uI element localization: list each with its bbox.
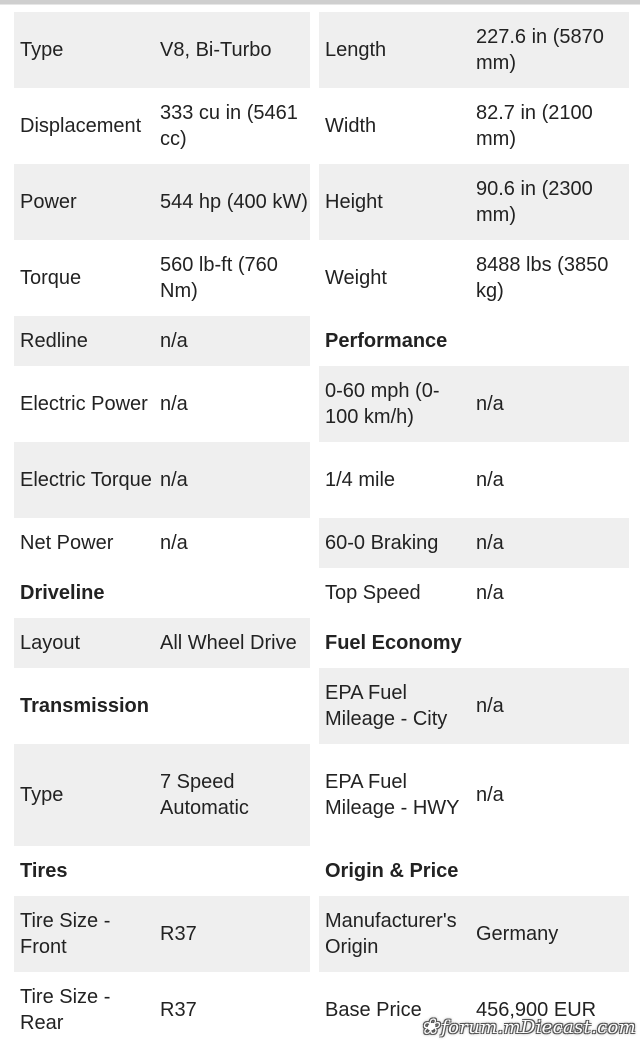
spec-label: Weight	[325, 267, 387, 289]
spec-value: n/a	[476, 532, 504, 554]
top-divider	[0, 0, 640, 4]
spec-label: Height	[325, 191, 383, 213]
spec-label: 0-60 mph (0-100 km/h)	[325, 380, 440, 428]
section-header-origin-price	[319, 846, 629, 896]
spec-value: 90.6 in (2300 mm)	[476, 178, 593, 226]
spec-row-epa-city	[319, 668, 629, 744]
section-header-transmission	[14, 668, 310, 744]
spec-value: 456,900 EUR	[476, 999, 597, 1021]
spec-value: 333 cu in (5461 cc)	[160, 102, 298, 150]
spec-value: 7 Speed Automatic	[160, 771, 249, 819]
spec-value: R37	[160, 999, 197, 1021]
spec-row-electric-power	[14, 366, 310, 442]
spec-label: EPA Fuel Mileage - City	[325, 682, 448, 730]
spec-value: 544 hp (400 kW)	[160, 191, 308, 213]
spec-value: n/a	[476, 695, 504, 717]
spec-value: V8, Bi-Turbo	[160, 39, 272, 61]
spec-label: Displacement	[20, 115, 142, 137]
spec-label: Redline	[20, 330, 88, 352]
spec-value: n/a	[476, 393, 504, 415]
spec-row-type	[14, 12, 310, 88]
spec-row-tire-front	[14, 896, 310, 972]
spec-label: Power	[20, 191, 77, 213]
spec-row-0-60	[319, 366, 629, 442]
spec-row-height	[319, 164, 629, 240]
specs-left-column	[14, 12, 310, 1048]
spec-label: Electric Torque	[20, 469, 152, 491]
spec-value: 227.6 in (5870 mm)	[476, 26, 604, 74]
spec-label: Base Price	[325, 999, 422, 1021]
spec-row-braking	[319, 518, 629, 568]
spec-value: n/a	[160, 469, 188, 491]
section-header-performance	[319, 316, 629, 366]
spec-value: R37	[160, 923, 197, 945]
swirl-logo-icon: ❀	[420, 1015, 440, 1040]
spec-row-epa-hwy	[319, 744, 629, 846]
section-header-driveline	[14, 568, 310, 618]
spec-row-layout	[14, 618, 310, 668]
spec-row-net-power	[14, 518, 310, 568]
spec-value: Germany	[476, 923, 559, 945]
spec-label: Width	[325, 115, 377, 137]
spec-label: Net Power	[20, 532, 114, 554]
spec-row-weight	[319, 240, 629, 316]
spec-row-displacement	[14, 88, 310, 164]
spec-row-redline	[14, 316, 310, 366]
section-title: Fuel Economy	[325, 632, 462, 654]
spec-label: Layout	[20, 632, 81, 654]
spec-value: n/a	[160, 393, 188, 415]
spec-label: Type	[20, 39, 64, 61]
section-title: Tires	[20, 860, 68, 882]
spec-label: Tire Size - Front	[20, 910, 111, 958]
spec-value: 82.7 in (2100 mm)	[476, 102, 593, 150]
spec-value: n/a	[160, 330, 188, 352]
spec-label: 1/4 mile	[325, 469, 396, 491]
spec-row-length	[319, 12, 629, 88]
spec-value: All Wheel Drive	[160, 632, 297, 654]
watermark-text: forum.mDiecast.com	[441, 1017, 636, 1038]
spec-value: n/a	[160, 532, 188, 554]
section-title: Performance	[325, 330, 448, 352]
spec-row-top-speed	[319, 568, 629, 618]
spec-label: EPA Fuel Mileage - HWY	[325, 771, 460, 819]
spec-label: Manufacturer's Origin	[325, 910, 457, 958]
spec-label: Length	[325, 39, 387, 61]
section-header-tires	[14, 846, 310, 896]
spec-row-tire-rear	[14, 972, 310, 1048]
forum-watermark	[420, 1015, 636, 1040]
spec-row-power	[14, 164, 310, 240]
spec-value: 8488 lbs (3850 kg)	[476, 254, 609, 302]
section-title: Origin & Price	[325, 860, 459, 882]
spec-label: Type	[20, 784, 64, 806]
section-title: Driveline	[20, 582, 105, 604]
specs-right-column	[319, 12, 629, 1048]
spec-row-torque	[14, 240, 310, 316]
spec-label: Torque	[20, 267, 82, 289]
spec-label: Top Speed	[325, 582, 421, 604]
section-title: Transmission	[20, 695, 149, 717]
spec-row-width	[319, 88, 629, 164]
spec-label: 60-0 Braking	[325, 532, 439, 554]
spec-value: n/a	[476, 582, 504, 604]
spec-value: 560 lb-ft (760 Nm)	[160, 254, 278, 302]
spec-label: Tire Size - Rear	[20, 986, 111, 1034]
spec-value: n/a	[476, 784, 504, 806]
spec-label: Electric Power	[20, 393, 148, 415]
spec-row-quarter-mile	[319, 442, 629, 518]
spec-row-transmission-type	[14, 744, 310, 846]
spec-value: n/a	[476, 469, 504, 491]
section-header-fuel-economy	[319, 618, 629, 668]
spec-row-origin	[319, 896, 629, 972]
spec-row-electric-torque	[14, 442, 310, 518]
